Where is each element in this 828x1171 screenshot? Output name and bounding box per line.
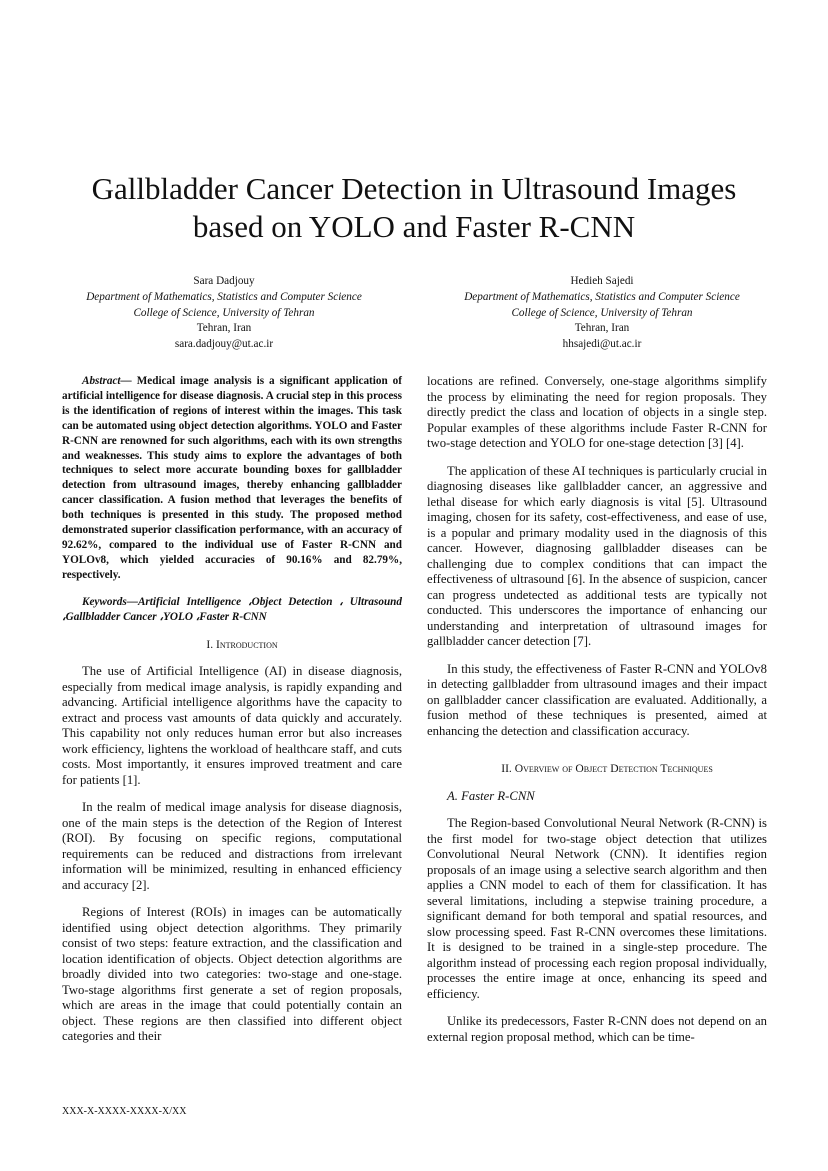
body-paragraph: Unlike its predecessors, Faster R-CNN does not depend on an external region proposal method, which can be time- — [427, 1014, 767, 1044]
author-department: Department of Mathematics, Statistics and Computer Science — [464, 290, 740, 303]
section-heading-overview — [427, 761, 767, 777]
section-heading-introduction — [62, 637, 402, 653]
body-paragraph: The application of these AI techniques is particularly crucial in diagnosing diseases like gallbladder cancer, an aggressive and lethal disease for which early diagnosis is vital [5]. Ultrasound imaging, chosen for its safety, cost-effectiveness, and ease of use, is a popular and primary modality used in the diagnosis of this cancer. However, diagnosing gallbladder diseases can be challenging due to complex conditions that can impact the effectiveness of ultrasound [6]. In the absence of suspicion, cancer can progress undetected as additional tests are typically not conducted. This underscores the importance of enhancing our understanding and interpretation of ultrasound images for gallbladder cancer detection [7]. — [427, 463, 767, 648]
author-email: sara.dadjouy@ut.ac.ir — [174, 338, 274, 351]
author-college: College of Science, University of Tehran — [133, 306, 315, 319]
keywords: Keywords—Artificial Intelligence ،Object Detection ، Ultrasound ،Gallbladder Cancer ،YOLO ،Faster R-CNN — [62, 595, 402, 623]
section-title: Introduction — [216, 637, 278, 651]
paper-title — [40, 170, 788, 246]
section-title: Overview of Object Detection Techniques — [514, 762, 713, 775]
author-name: Hedieh Sajedi — [570, 275, 634, 287]
author-block-2 — [422, 274, 782, 353]
paper-title-line-1: Gallbladder Cancer Detection in Ultrasound Images — [91, 171, 737, 206]
body-paragraph: Regions of Interest (ROIs) in images can be automatically identified using object detection algorithms. They primarily consist of two steps: feature extraction, and the classification and location identification of objects. Object detection algorithms are broadly divided into two categories: two-stage and one-stage. Two-stage algorithms first generate a set of region proposals, which are areas in the image that could potentially contain an object. These regions are then classified into different object categories and their — [62, 905, 402, 1043]
footer-identifier: XXX-X-XXXX-XXXX-X/XX — [62, 1106, 187, 1117]
author-location: Tehran, Iran — [196, 322, 252, 335]
section-number: II. — [501, 762, 515, 775]
abstract-label: Abstract— — [82, 375, 132, 387]
body-paragraph: In the realm of medical image analysis for disease diagnosis, one of the main steps is the detection of the Region of Interest (ROI). By focusing on specific regions, computational requirements can be reduced and distractions from irrelevant information will be minimized, resulting in enhanced efficiency and accuracy [2]. — [62, 800, 402, 892]
author-email: hhsajedi@ut.ac.ir — [562, 338, 642, 351]
abstract-text: Medical image analysis is a significant application of artificial intelligence for disease diagnosis. A crucial step in this process is the identification of regions of interest within the images. This task can be automated using object detection algorithms. YOLO and Faster R-CNN are renowned for such algorithms, each with its own strengths and weaknesses. This study aims to explore the advantages of both techniques to select more accurate bounding boxes for gallbladder detection from ultrasound images, thereby enhancing gallbladder cancer classification. A fusion method that leverages the benefits of both techniques is presented in this study. The proposed method demonstrated superior classification performance, with an accuracy of 92.62%, compared to the individual use of Faster R-CNN and YOLOv8, which yielded accuracies of 90.16% and 82.79%, respectively. — [62, 375, 402, 581]
author-department: Department of Mathematics, Statistics and Computer Science — [86, 290, 362, 303]
author-college: College of Science, University of Tehran — [511, 306, 693, 319]
right-column — [427, 374, 767, 1057]
subsection-heading-faster-rcnn: A. Faster R-CNN — [447, 788, 535, 803]
left-column — [62, 374, 402, 1057]
author-location: Tehran, Iran — [574, 322, 630, 335]
body-paragraph: locations are refined. Conversely, one-stage algorithms simplify the process by eliminating the need for region proposals. They directly predict the class and location of objects in a single step. Popular examples of these algorithms include Faster R-CNN for two-stage detection and YOLO for one-stage detection [3] [4]. — [427, 374, 767, 450]
section-number: I. — [206, 637, 217, 651]
author-name: Sara Dadjouy — [193, 275, 255, 287]
author-block-1 — [44, 274, 404, 353]
paper-title-line-2: based on YOLO and Faster R-CNN — [192, 209, 636, 244]
body-paragraph: The Region-based Convolutional Neural Network (R-CNN) is the first model for two-stage object detection that utilizes Convolutional Neural Network (CNN). It identifies region proposals of an image using a selective search algorithm and then applies a CNN model to each of them for classification. It has several limitations, including a stepwise training procedure, a significant demand for both temporal and spatial resources, and slow processing speed. Fast R-CNN overcomes these limitations. It is designed to be trained in a single-step procedure. The algorithm instead of processing each region proposal individually, processes the entire image at once, enhancing its speed and efficiency. — [427, 816, 767, 1001]
abstract — [62, 374, 402, 583]
body-paragraph: The use of Artificial Intelligence (AI) in disease diagnosis, especially from medical image analysis, is rapidly expanding and advancing. Artificial intelligence algorithms have the capacity to extract and process vast amounts of data quickly and accurately. This capability not only reduces human error but also increases work efficiency, lightens the workload of healthcare staff, and cuts costs. Most importantly, it ensures improved treatment and care for patients [1]. — [62, 664, 402, 787]
body-paragraph: In this study, the effectiveness of Faster R-CNN and YOLOv8 in detecting gallbladder from ultrasound images and their impact on gallbladder cancer classification are evaluated. Additionally, a fusion method of these techniques is presented, aimed at enhancing the detection and classification accuracy. — [427, 661, 767, 738]
